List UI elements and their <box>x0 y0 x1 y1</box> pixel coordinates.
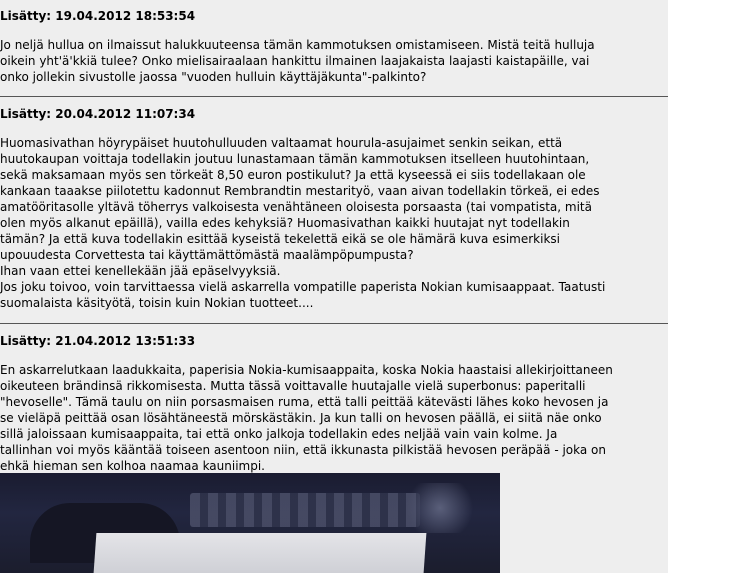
post-text-line: "hevoselle". Tämä taulu on niin porsasmaisen ruma, että talli peittää kätevästi lähes koko hevosen ja <box>0 395 609 409</box>
post-text-line: sillä jaloissaan kumisaappaita, tai että onko jalkoja todellakin edes neljää vain vain kolme. Ja <box>0 427 558 441</box>
post-text-line: oikeuteen brändinsä rikkomisesta. Mutta tässä voittavalle huutajalle vielä superbonus: paperitalli <box>0 379 586 393</box>
post-timestamp: Lisätty: 20.04.2012 11:07:34 <box>0 107 196 121</box>
post-body <box>0 135 668 311</box>
post-text-line: huutokaupan voittaja todellakin joutuu lunastamaan tämän kammotuksen itselleen huutohintaan, <box>0 152 590 166</box>
post-body <box>0 37 668 85</box>
post-text-line: tallinhan voi myös kääntää toiseen asentoon niin, että ikkunasta pilkistää hevosen peräpää - joka on <box>0 443 606 457</box>
post-photo[interactable] <box>0 473 500 573</box>
post-text-line: Huomasivathan höyrypäiset huutohulluuden valtaamat hourula-asujaimet senkin seikan, että <box>0 136 563 150</box>
post-text-line: olen myös alkanut epäillä), vailla edes kehyksiä? Huomasivathan kaikki huutajat nyt todellakin <box>0 216 570 230</box>
photo-frame-band <box>190 493 420 527</box>
post-text-line: kankaan taaakse piilotettu kadonnut Rembrandtin mestarityö, vaan aivan todellakin törkeä, ei edes <box>0 184 600 198</box>
post-divider <box>0 323 668 324</box>
post-text-line: tämän? Ja että kuva todellakin esittää kyseistä tekelettä eikä se ole hämärä kuva esimerkiksi <box>0 232 560 246</box>
post-text-line: upouudesta Corvettesta tai käyttämättömästä maalämpöpumpusta? <box>0 248 414 262</box>
post-text-line: amatööritasolle yltävä töherrys valkoisesta venähtäneen oloisesta porsaasta (tai vompatista, mitä <box>0 200 592 214</box>
post-text-line: se vieläpä peittää osan lösähtäneestä mörskästäkin. Ja kun talli on hevosen päällä, ei siitä näe onko <box>0 411 602 425</box>
photo-paper <box>94 533 427 573</box>
post-timestamp: Lisätty: 21.04.2012 13:51:33 <box>0 334 196 348</box>
post-text-line: Jo neljä hullua on ilmaissut halukkuuteensa tämän kammotuksen omistamiseen. Mistä teitä hulluja <box>0 38 595 52</box>
post-text-line: onko jollekin sivustolle jaossa "vuoden hulluin käyttäjäkunta"-palkinto? <box>0 70 427 84</box>
post-body <box>0 362 668 474</box>
photo-highlight <box>400 483 480 533</box>
post-text-line: ehkä hieman sen kolhoa naamaa kauniimpi. <box>0 459 265 473</box>
post-text-line: suomalaista käsityötä, toisin kuin Nokian tuotteet.... <box>0 296 314 310</box>
post-text-line: Ihan vaan ettei kenellekään jää epäselvyyksiä. <box>0 264 281 278</box>
post-divider <box>0 96 668 97</box>
post-text-line: oikein yht'ä'kkiä tulee? Onko mielisairaalaan hankittu ilmainen laajakaista laajasti kaistapäille, vai <box>0 54 590 68</box>
post-text-line: Jos joku toivoo, voin tarvittaessa vielä askarrella vompatille paperista Nokian kumisaappaat. Taatusti <box>0 280 606 294</box>
post-text-line: En askarrelutkaan laadukkaita, paperisia Nokia-kumisaappaita, koska Nokia haastaisi allekirjoittaneen <box>0 363 613 377</box>
post-timestamp: Lisätty: 19.04.2012 18:53:54 <box>0 9 196 23</box>
post-text-line: sekä maksamaan myös sen törkeät 8,50 euron postikulut? Ja että kyseessä ei siis todellakaan ole <box>0 168 586 182</box>
